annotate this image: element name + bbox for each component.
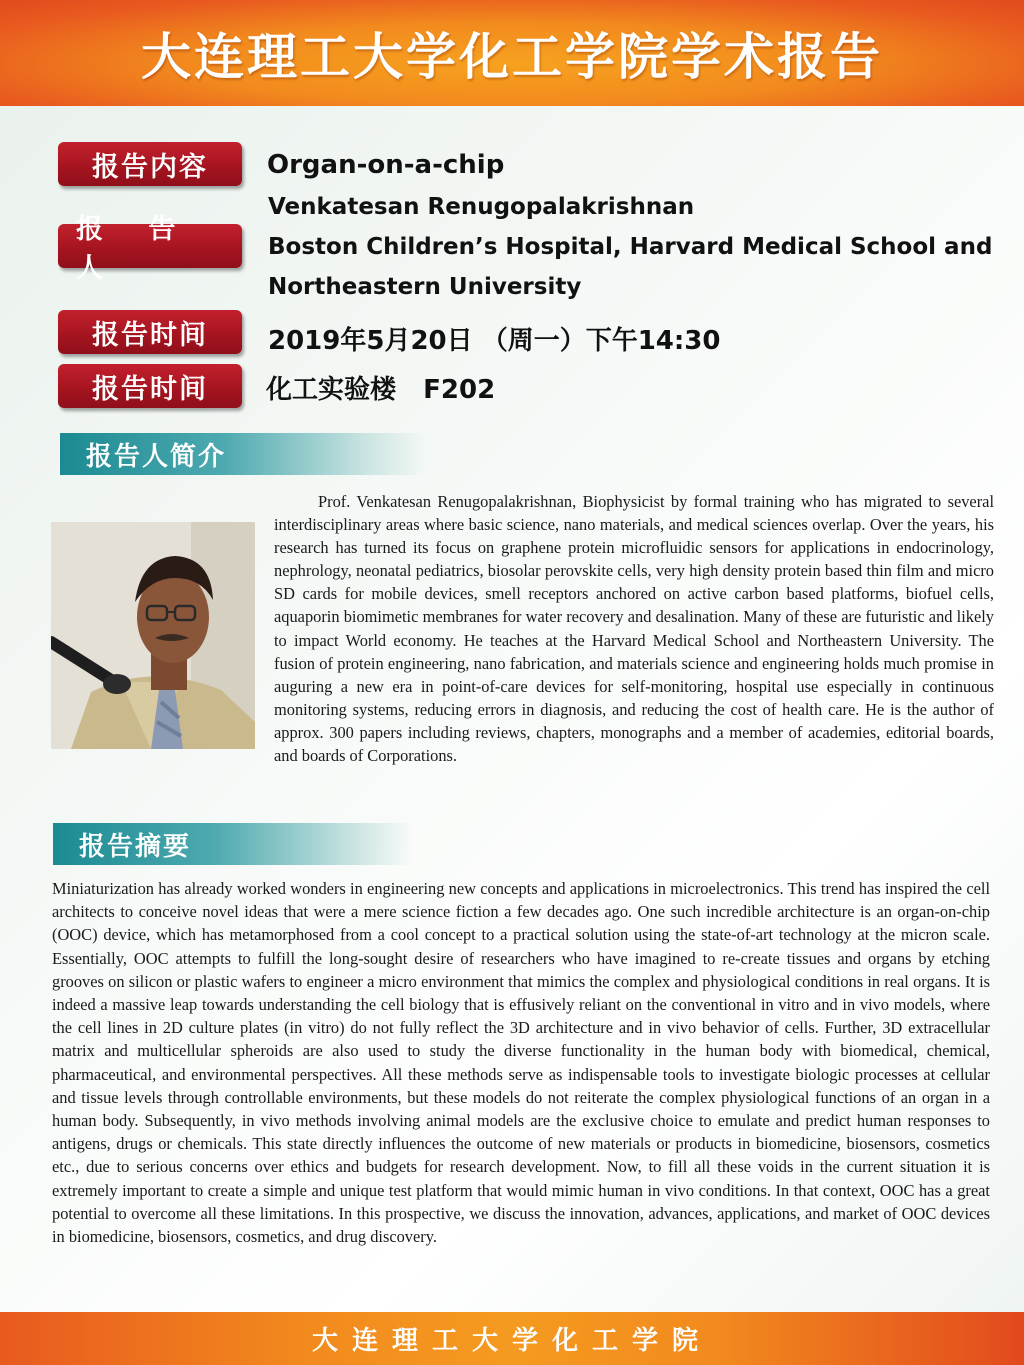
bio-text: Prof. Venkatesan Renugopalakrishnan, Biophysicist by formal training who has migrated to several interdisciplinary areas where basic science, nano materials, and medical sciences overlap. Over the years, his research has turned its focus on graphene protein microfluidic sensors for applications in endocrinology, nephrology, neonatal pediatrics, biosolar perovskite cells, very high density protein based thin film and micro SD cards for mobile devices, smell receptors anchored on active carbon based platforms, biofuel cells, aquaporin biomimetic membranes for water recovery and desalination. Many of these are futuristic and likely to impact World economy. He teaches at the Harvard Medical School and Northeastern University. The fusion of protein engineering, nano fabrication, and materials science and engineering holds much promise in auguring a new era in point-of-care devices for self-monitoring, hospital use especially in continuous monitoring systems, reducing errors in diagnosis, and reducing the cost of health care. He is the author of approx. 300 papers including reviews, chapters, monographs and a member of academies, editorial boards, and boards of Corporations.	[274, 492, 994, 766]
speaker-name: Venkatesan Renugopalakrishnan	[268, 194, 695, 220]
speaker-affiliation-line2: Northeastern University	[268, 274, 582, 300]
topic-value: Organ-on-a-chip	[267, 150, 505, 180]
footer-institution: 大连理工大学化工学院	[311, 1326, 712, 1356]
time-value: 2019年5月20日 （周一）下午14:30	[268, 326, 721, 356]
place-label: 报告时间	[58, 364, 242, 408]
speaker-affiliation-line1: Boston Children’s Hospital, Harvard Medical School and	[268, 234, 993, 260]
speaker-label: 报 告 人	[58, 224, 242, 268]
abstract-text: Miniaturization has already worked wonders in engineering new concepts and applications in microelectronics. This trend has inspired the cell architects to conceive novel ideas that were a mere science fiction a few decades ago. One such incredible architecture is an organ-on-chip (OOC) device, which has metamorphosed from a cool concept to a practical solution using the state-of-art technology at the micron scale. Essentially, OOC attempts to fulfill the long-sought desire of researchers who have imagined to re-create tissues and organs by etching grooves on silicon or plastic wafers to engineer a micro environment that mimics the complex and physiological conditions in real organs. It is indeed a massive leap towards understanding the cell biology that is effusively reliant on the conventional in vitro and in vivo models, where the cell lines in 2D culture plates (in vitro) do not fully reflect the 3D architecture and in vivo behavior of cells. Further, 3D extracellular matrix and multicellular spheroids are also used to study the diverse functionality in the human body with biomedical, chemical, pharmaceutical, and environmental perspectives. All these methods serve as indispensable tools to investigate biologic processes at cellular and tissue levels through controllable environments, but these models do not reiterate the complex physiological functions of an organ in a human body. Subsequently, in vivo methods involving animal models are the exclusive choice to emulate and predict human responses to antigens, drugs or chemicals. This state directly influences the outcome of new materials or products in biomedicine, biosensors, cosmetics etc., due to serious concerns over ethics and budgets for research development. Now, to fill all these voids in the current situation it is extremely important to create a simple and unique test platform that would mimic human in vivo conditions. In that context, OOC has a great potential to overcome all these limitations. In this prospective, we discuss the innovation, advances, applications, and market of OOC devices in biomedicine, biosensors, cosmetics, and drug discovery.	[52, 879, 990, 1247]
speaker-photo	[51, 522, 255, 749]
place-value: 化工实验楼 F202	[266, 375, 496, 405]
time-label: 报告时间	[58, 310, 242, 354]
topic-label: 报告内容	[58, 142, 242, 186]
poster-footer	[0, 1312, 1024, 1365]
bio-heading: 报告人简介	[60, 433, 426, 475]
poster-header	[0, 0, 1024, 106]
poster-title: 大连理工大学化工学院学术报告	[141, 27, 883, 86]
abstract-heading: 报告摘要	[53, 823, 413, 865]
